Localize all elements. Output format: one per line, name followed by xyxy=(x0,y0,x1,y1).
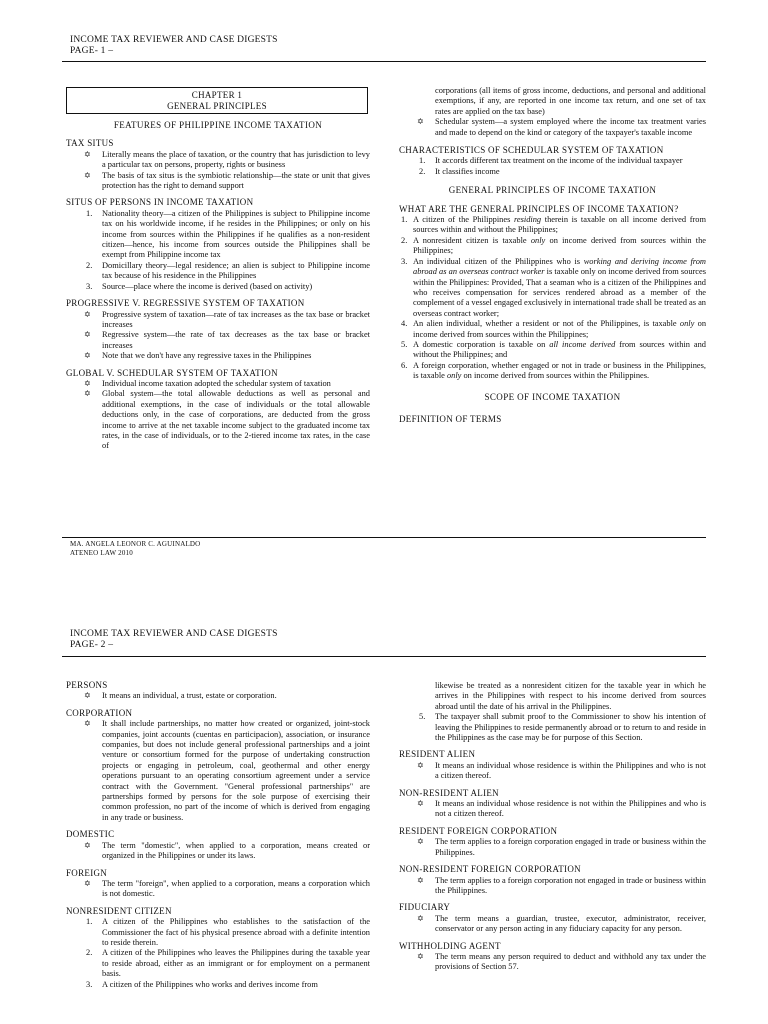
resident-foreign-corp-list xyxy=(399,837,706,858)
list-item: ✡ The term applies to a foreign corporation engaged in trade or business within the Philippines. xyxy=(417,837,706,857)
star-of-david-icon: ✡ xyxy=(84,840,91,850)
list-item: 1. It accords different tax treatment on the income of the individual taxpayer xyxy=(419,156,683,166)
heading-global: GLOBAL V. SCHEDULAR SYSTEM OF TAXATION xyxy=(66,367,278,378)
heading-nonresident-foreign-corporation: NON-RESIDENT FOREIGN CORPORATION xyxy=(399,864,581,875)
page2-header-rule xyxy=(62,656,706,657)
star-of-david-icon: ✡ xyxy=(84,719,91,729)
list-item: 1. A citizen of the Philippines residing therein is taxable on all income derived from sources within and without the Philippines; xyxy=(401,215,706,235)
page2-header-page: PAGE- 2 – xyxy=(70,640,114,650)
heading-progressive: PROGRESSIVE V. REGRESSIVE SYSTEM OF TAXATION xyxy=(66,298,305,309)
star-of-david-icon: ✡ xyxy=(84,378,91,388)
heading-persons: PERSONS xyxy=(66,680,108,690)
chapter-number: CHAPTER 1 xyxy=(191,90,243,100)
progressive-list xyxy=(66,310,370,362)
star-of-david-icon: ✡ xyxy=(84,389,91,399)
star-of-david-icon: ✡ xyxy=(84,309,91,319)
heading-fiduciary: FIDUCIARY xyxy=(399,902,451,913)
page2-running-header xyxy=(70,629,278,651)
page1-header-title: INCOME TAX REVIEWER AND CASE DIGESTS xyxy=(70,35,278,45)
page1-left-column xyxy=(66,87,370,535)
list-item: 2. A citizen of the Philippines who leaves the Philippines during the taxable year to reside abroad, either as an immigrant or for employment on a permanent basis. xyxy=(86,948,370,979)
page1-right-column xyxy=(399,86,706,535)
list-item: ✡ The term "domestic", when applied to a corporation, means created or organized in the Philippines or under its laws. xyxy=(84,840,370,861)
page1-header-rule xyxy=(62,61,706,62)
heading-what-are: WHAT ARE THE GENERAL PRINCIPLES OF INCOME TAXATION? xyxy=(399,203,679,214)
page2-right-column xyxy=(399,681,706,1024)
heading-situs-persons: SITUS OF PERSONS IN INCOME TAXATION xyxy=(66,197,254,208)
list-item: ✡ Global system—the total allowable deductions as well as personal and additional exemptions, in the case of individuals or the total allowable deductions only, in the case of corporations, are deducted from the gross income to arrive at the net taxable income subject to the graduated income tax rates, in the case of individuals, or to the 2-tiered income tax rates, in the case of xyxy=(84,389,370,451)
chapter-title: GENERAL PRINCIPLES xyxy=(167,100,267,111)
heading-resident-alien: RESIDENT ALIEN xyxy=(399,749,476,760)
list-item: ✡ Regressive system—the rate of tax decreases as the tax base or bracket increases xyxy=(84,330,370,350)
resident-alien-list xyxy=(399,761,706,782)
withholding-list xyxy=(399,952,706,973)
list-item: ✡ It means an individual whose residence is not within the Philippines and who is not a citizen thereof. xyxy=(417,799,706,819)
scope-title: SCOPE OF INCOME TAXATION xyxy=(484,391,621,402)
list-item: ✡ Note that we don't have any regressive taxes in the Philippines xyxy=(84,351,312,361)
list-item: 3. A citizen of the Philippines who works and derives income from xyxy=(86,979,318,989)
star-of-david-icon: ✡ xyxy=(417,951,424,961)
nonresident-continuation: likewise be treated as a nonresident citizen for the taxable year in which he arrives in the Philippines with respect to his income derived from sources abroad until the date of his arrival in the Philippines. xyxy=(435,681,706,711)
global-continuation: corporations (all items of gross income, deductions, and personal and additional exemptions, if any, are reported in one income tax return, and one set of tax rates are applied on the tax base) xyxy=(435,86,706,116)
list-item: 2. It classifies income xyxy=(419,166,500,176)
principles-list xyxy=(399,215,706,382)
schedular-list xyxy=(399,117,706,138)
page1-footer-rule xyxy=(62,537,706,538)
list-item: ✡ Individual income taxation adopted the schedular system of taxation xyxy=(84,378,331,388)
list-item: ✡ It means an individual, a trust, estate or corporation. xyxy=(84,691,277,701)
chapter-box xyxy=(66,87,368,114)
list-item: 6. A foreign corporation, whether engaged or not in trade or business in the Philippines, is taxable only on income derived from sources within the Philippines. xyxy=(401,360,706,381)
heading-nonresident-citizen: NONRESIDENT CITIZEN xyxy=(66,905,172,916)
list-item: ✡ The term means a guardian, trustee, executor, administrator, receiver, conservator or any person acting in any fiduciary capacity for any person. xyxy=(417,913,706,934)
global-list xyxy=(66,379,370,452)
footer-author: MA. ANGELA LEONOR C. AGUINALDO xyxy=(70,540,201,548)
features-title: FEATURES OF PHILIPPINE INCOME TAXATION xyxy=(113,120,323,130)
star-of-david-icon: ✡ xyxy=(417,760,424,770)
fiduciary-list xyxy=(399,914,706,935)
list-item: 5. The taxpayer shall submit proof to the Commissioner to show his intention of leaving the Philippines to reside permanently abroad or to return to and reside in the Philippines as the case may be for purpose of this Section. xyxy=(419,712,706,743)
list-item: ✡ Schedular system—a system employed where the income tax treatment varies and made to depend on the kind or category of the taxpayer's taxable income xyxy=(417,117,706,137)
star-of-david-icon: ✡ xyxy=(417,875,424,885)
heading-corporation: CORPORATION xyxy=(66,707,133,718)
tax-situs-list xyxy=(66,150,370,192)
list-item: ✡ The basis of tax situs is the symbiotic relationship—the state or unit that gives protection has the right to demand support xyxy=(84,170,370,191)
page2-left-column xyxy=(66,680,370,1024)
list-item: ✡ Literally means the place of taxation, or the country that has jurisdiction to levy a particular tax on persons, property, rights or business xyxy=(84,149,370,170)
nonresident-citizen-list xyxy=(66,917,370,990)
domestic-list xyxy=(66,841,370,862)
heading-domestic: DOMESTIC xyxy=(66,829,115,840)
list-item: 4. An alien individual, whether a resident or not of the Philippines, is taxable only on income derived from sources within the Philippines; xyxy=(401,319,706,339)
star-of-david-icon: ✡ xyxy=(84,330,91,340)
star-of-david-icon: ✡ xyxy=(84,878,91,888)
star-of-david-icon: ✡ xyxy=(84,170,91,180)
list-item: ✡ The term applies to a foreign corporation not engaged in trade or business within the Philippines. xyxy=(417,875,706,895)
list-item: 3. Source—place where the income is derived (based on activity) xyxy=(86,281,313,291)
nonresident-foreign-corp-list xyxy=(399,876,706,897)
list-item: 1. A citizen of the Philippines who establishes to the satisfaction of the Commissioner the fact of his physical presence abroad with a definite intention to reside therein. xyxy=(86,917,370,947)
heading-foreign: FOREIGN xyxy=(66,867,108,878)
list-item: 1. Nationality theory—a citizen of the Philippines is subject to Philippine income tax on his worldwide income, if he resides in the Philippines; or only on his income from sources within the Philippines if he qualifies as a non-resident citizen—hence, his income from sources outside the Philippines shall be exempt from Philippine income tax xyxy=(86,208,370,260)
star-of-david-icon: ✡ xyxy=(84,149,91,159)
page1-header-page: PAGE- 1 – xyxy=(70,46,114,56)
list-item: 3. An individual citizen of the Philippines who is working and deriving income from abroad as an overseas contract worker is taxable only on income derived from sources within the Philippines: Provided, That a seaman who is a citizen of the Philippines and who receives compensation for services rendered abroad as a member of the complement of a vessel engaged exclusively in international trade shall be treated as an overseas contract worker; xyxy=(401,256,706,318)
star-of-david-icon: ✡ xyxy=(84,691,91,701)
nonresident-alien-list xyxy=(399,799,706,820)
characteristics-list xyxy=(399,156,706,177)
list-item: ✡ The term "foreign", when applied to a corporation, means a corporation which is not domestic. xyxy=(84,878,370,899)
page1-running-header xyxy=(70,35,278,57)
nonresident-citizen-list-cont xyxy=(399,712,706,743)
heading-tax-situs: TAX SITUS xyxy=(66,138,114,149)
page2-header-title: INCOME TAX REVIEWER AND CASE DIGESTS xyxy=(70,629,278,639)
list-item: ✡ Progressive system of taxation—rate of tax increases as the tax base or bracket increases xyxy=(84,309,370,329)
corporation-list xyxy=(66,719,370,823)
general-principles-title: GENERAL PRINCIPLES OF INCOME TAXATION xyxy=(448,185,657,196)
list-item: ✡ It shall include partnerships, no matter how created or organized, joint-stock companies, joint accounts (cuentas en participacion), association, or insurance companies, but does not include general professional partnerships and a joint venture or consortium formed for the purpose of undertaking construction projects or engaging in petroleum, coal, geothermal and other energy operations pursuant to an operating consortium agreement under a service contract with the Government. "General professional partnerships" are partnerships formed by persons for the sole purpose of exercising their common profession, no part of the income of which is derived from engaging in any trade or business. xyxy=(84,719,370,822)
star-of-david-icon: ✡ xyxy=(417,837,424,847)
heading-nonresident-alien: NON-RESIDENT ALIEN xyxy=(399,787,499,798)
list-item: ✡ It means an individual whose residence is within the Philippines and who is not a citizen thereof. xyxy=(417,760,706,781)
heading-definition: DEFINITION OF TERMS xyxy=(399,413,502,424)
heading-characteristics: CHARACTERISTICS OF SCHEDULAR SYSTEM OF TAXATION xyxy=(399,145,664,156)
list-item: 5. A domestic corporation is taxable on all income derived from sources within and without the Philippines; and xyxy=(401,339,706,360)
foreign-list xyxy=(66,879,370,900)
page1-footer xyxy=(70,540,200,558)
list-item: 2. Domicillary theory—legal residence; an alien is subject to Philippine income tax because of his residence in the Philippines xyxy=(86,260,370,281)
star-of-david-icon: ✡ xyxy=(84,351,91,361)
heading-withholding-agent: WITHHOLDING AGENT xyxy=(399,940,501,951)
footer-school: ATENEO LAW 2010 xyxy=(70,549,133,557)
star-of-david-icon: ✡ xyxy=(417,117,424,127)
star-of-david-icon: ✡ xyxy=(417,799,424,809)
situs-persons-list xyxy=(66,209,370,292)
star-of-david-icon: ✡ xyxy=(417,913,424,923)
persons-list xyxy=(66,691,370,701)
list-item: 2. A nonresident citizen is taxable only on income derived from sources within the Philippines; xyxy=(401,235,706,256)
list-item: ✡ The term means any person required to deduct and withhold any tax under the provisions of Section 57. xyxy=(417,951,706,972)
heading-resident-foreign-corporation: RESIDENT FOREIGN CORPORATION xyxy=(399,825,558,836)
